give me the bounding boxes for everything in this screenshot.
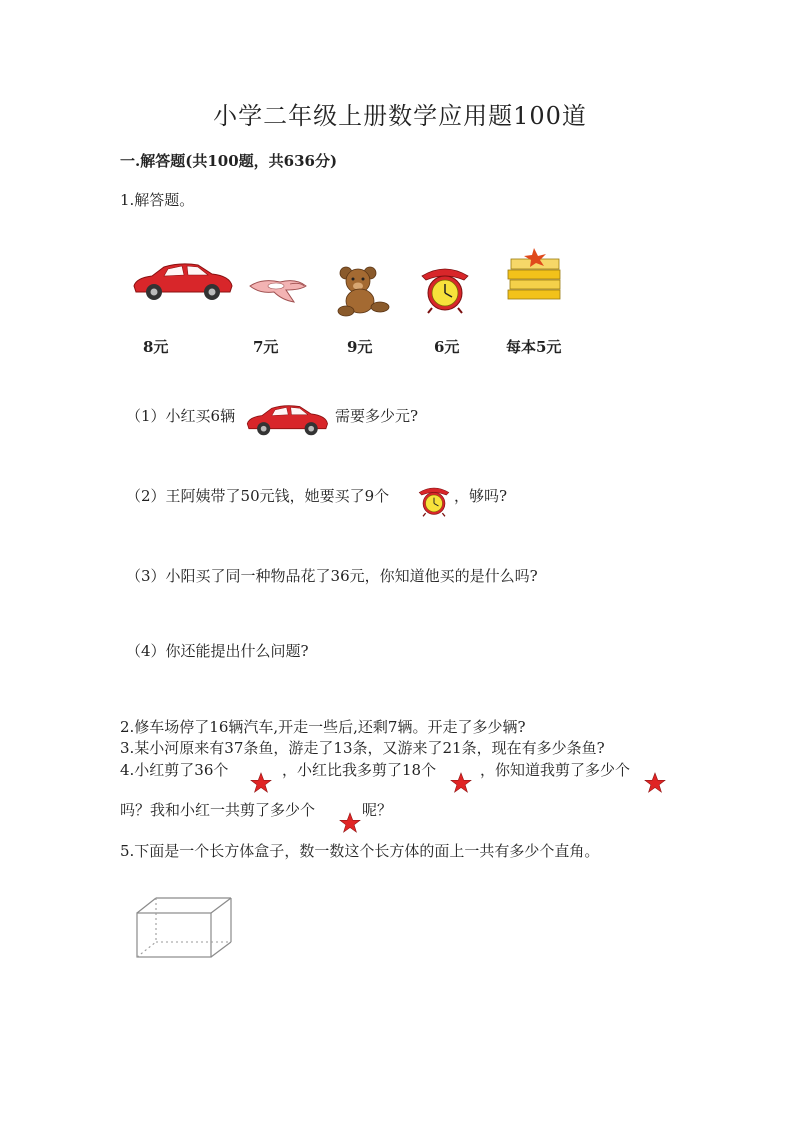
question-3: 3.某小河原来有37条鱼，游走了13条，又游来了21条，现在有多少条鱼? bbox=[120, 739, 605, 757]
question-2: 2.修车场停了16辆汽车,开走一些后,还剩7辆。开走了多少辆? bbox=[120, 718, 526, 736]
cuboid-diagram bbox=[134, 895, 236, 961]
price-label-car: 8元 bbox=[143, 338, 169, 356]
books-icon bbox=[506, 246, 564, 304]
question-4-part-a: 4.小红剪了36个 bbox=[120, 761, 229, 779]
question-4-part-c: ，你知道我剪了多少个 bbox=[480, 761, 631, 779]
subquestion-2-end: ，够吗? bbox=[454, 487, 508, 505]
car-icon bbox=[130, 262, 235, 302]
question-4-part-b: ，小红比我多剪了18个 bbox=[282, 761, 437, 779]
toy-plane-icon bbox=[246, 272, 312, 308]
alarm-clock-icon bbox=[414, 266, 476, 314]
price-label-plane: 7元 bbox=[253, 338, 279, 356]
alarm-clock-icon bbox=[414, 486, 454, 517]
star-icon bbox=[450, 772, 472, 794]
subquestion-4: （4）你还能提出什么问题? bbox=[126, 642, 309, 660]
subquestion-2-start: （2）王阿姨带了50元钱，她要买了9个 bbox=[126, 487, 390, 505]
price-label-clock: 6元 bbox=[434, 338, 460, 356]
question-1-label: 1.解答题。 bbox=[120, 191, 195, 209]
question-4-part-e: 呢？ bbox=[362, 801, 393, 819]
star-icon bbox=[250, 772, 272, 794]
page-title: 小学二年级上册数学应用题100道 bbox=[213, 102, 587, 130]
star-icon bbox=[339, 812, 361, 834]
car-icon bbox=[244, 404, 330, 437]
price-label-bear: 9元 bbox=[347, 338, 373, 356]
subquestion-3: （3）小阳买了同一种物品花了36元，你知道他买的是什么吗? bbox=[126, 567, 538, 585]
question-4-part-d: 吗？我和小红一共剪了多少个 bbox=[120, 801, 316, 819]
question-5: 5.下面是一个长方体盒子，数一数这个长方体的面上一共有多少个直角。 bbox=[120, 842, 600, 860]
price-label-books: 每本5元 bbox=[506, 338, 562, 356]
section-heading: 一.解答题(共100题，共636分) bbox=[120, 152, 338, 170]
teddy-bear-icon bbox=[332, 265, 392, 317]
star-icon bbox=[644, 772, 666, 794]
subquestion-1-end: 需要多少元? bbox=[335, 407, 419, 425]
subquestion-1-start: （1）小红买6辆 bbox=[126, 407, 236, 425]
